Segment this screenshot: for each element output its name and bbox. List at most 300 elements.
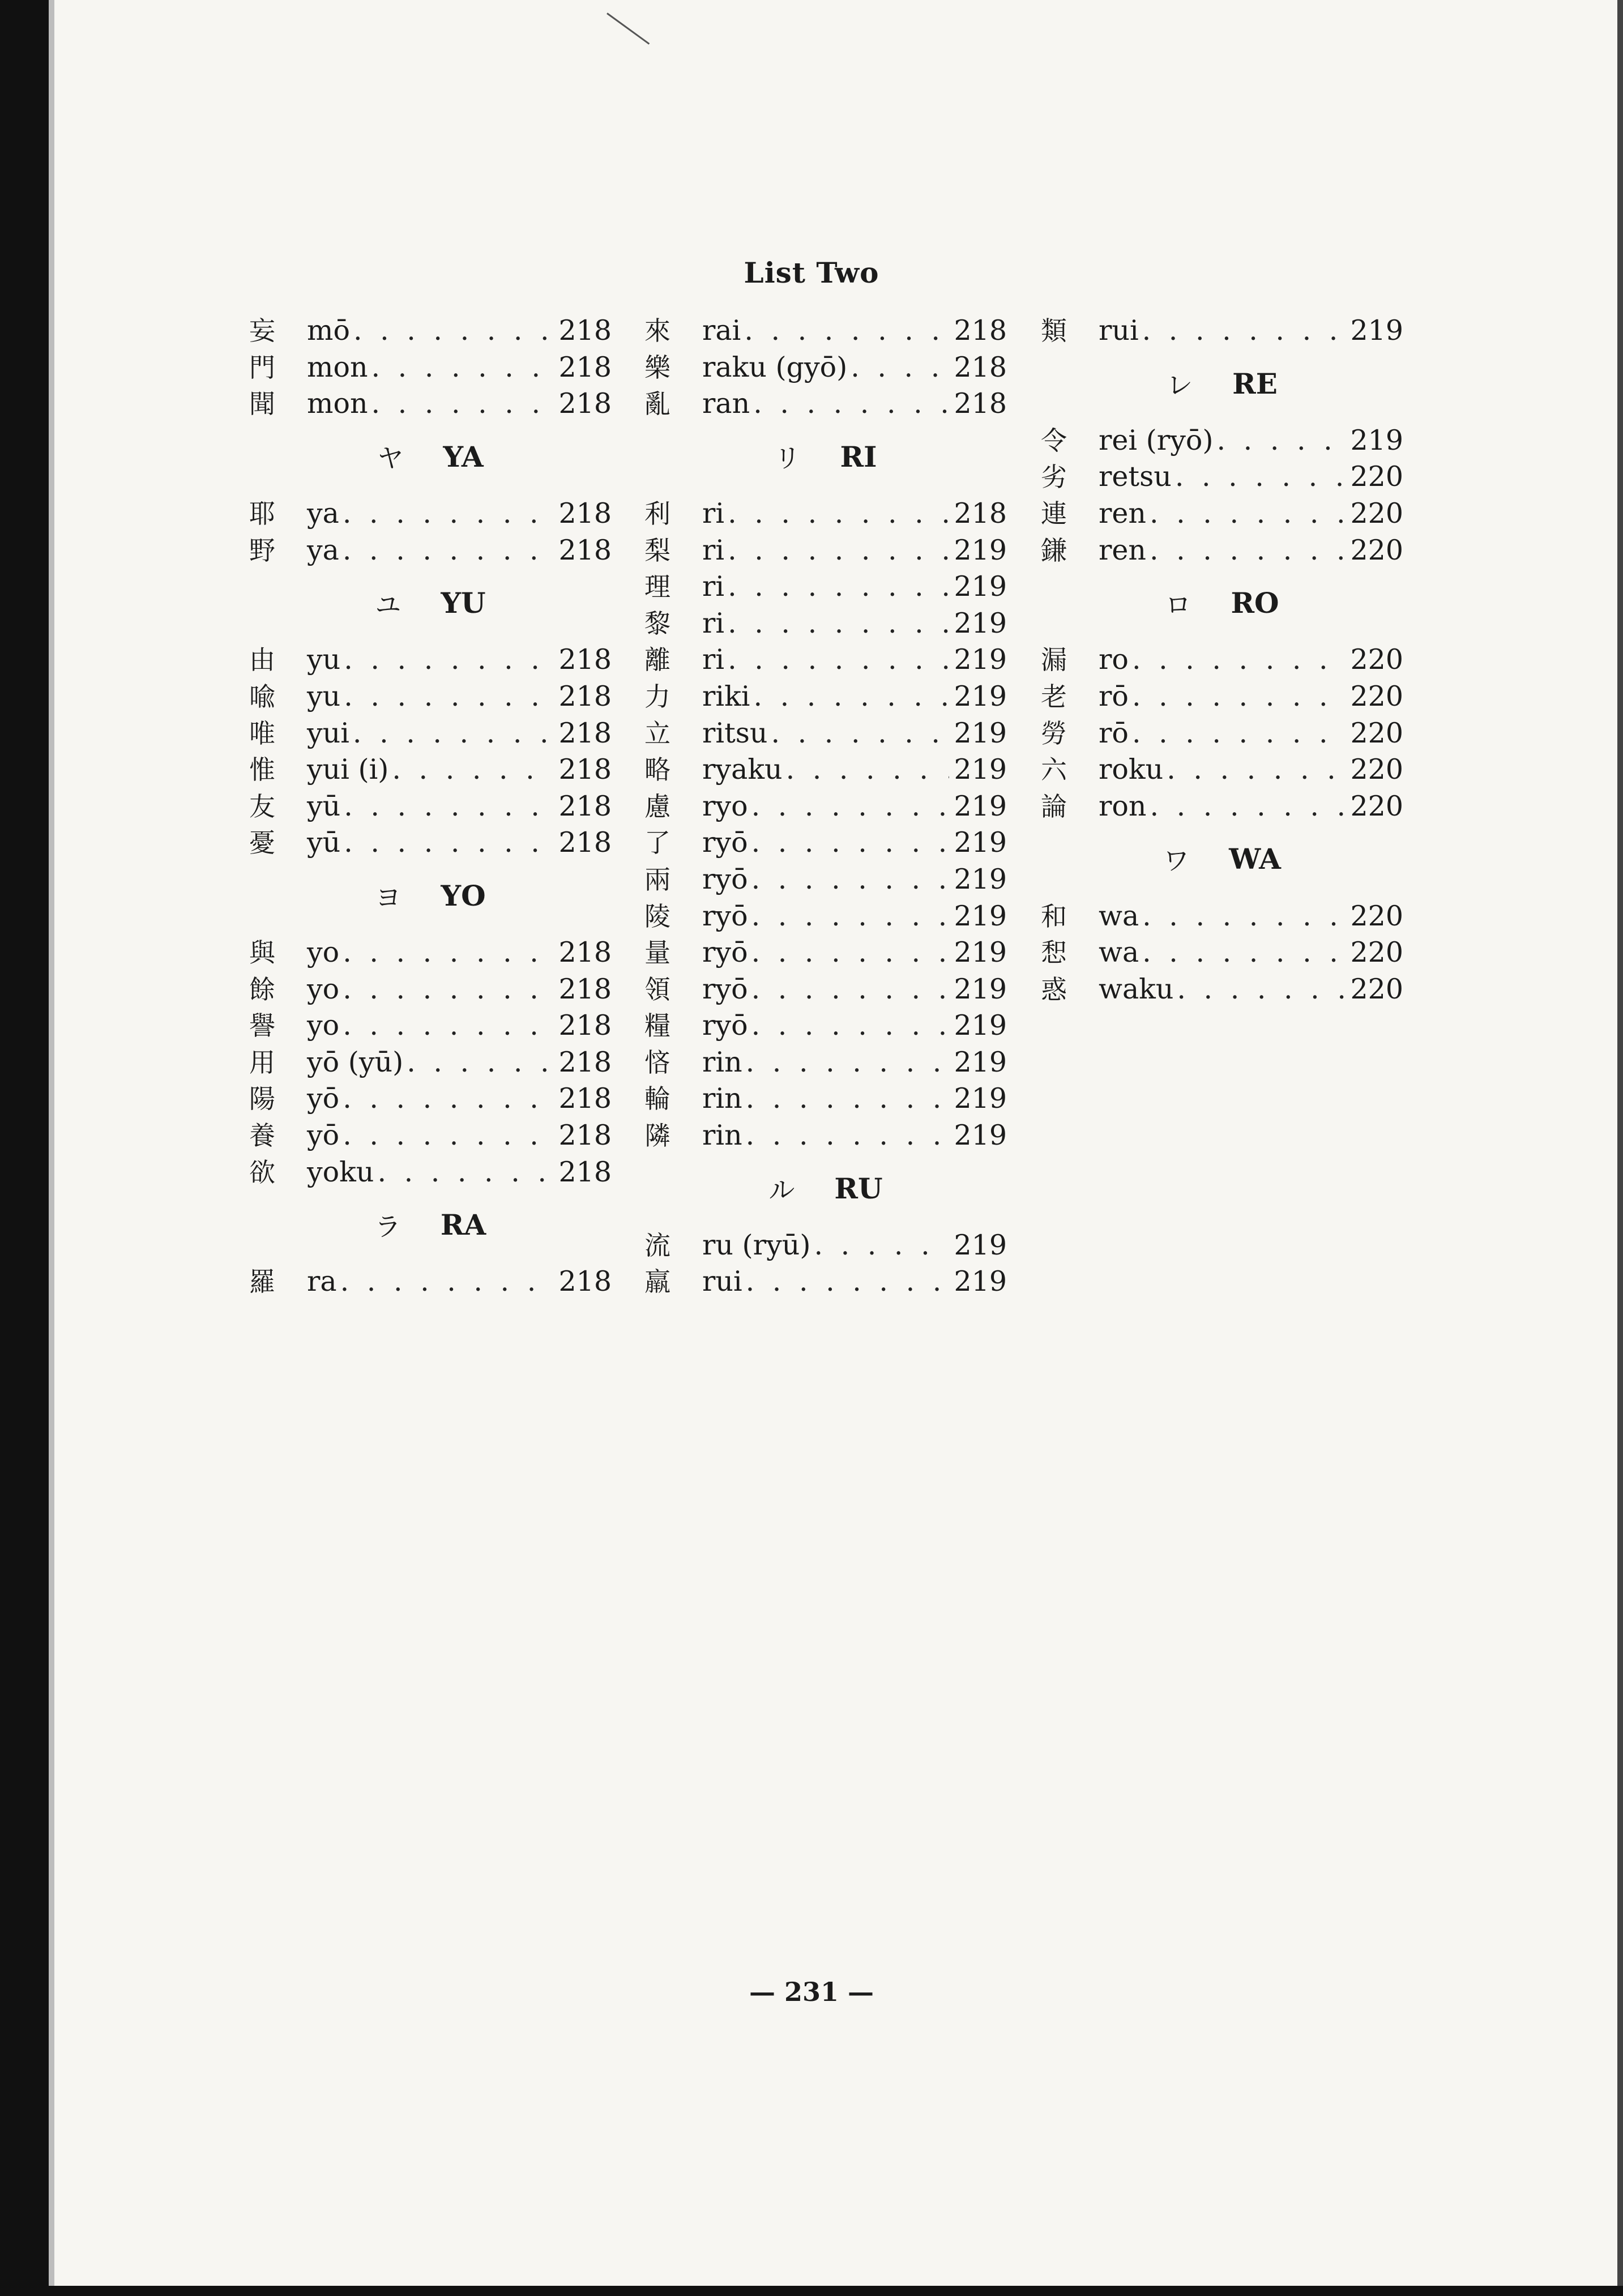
dot-leader	[1132, 643, 1346, 676]
entry-page-ref: 219	[954, 1082, 1007, 1115]
dot-leader	[343, 497, 554, 530]
dot-leader	[1177, 973, 1346, 1005]
index-entry	[644, 969, 1007, 1006]
entry-page-ref: 219	[954, 607, 1007, 639]
dot-leader	[343, 973, 554, 1005]
section-heading	[249, 420, 612, 493]
dot-leader	[746, 1046, 950, 1078]
section-heading	[249, 859, 612, 932]
entry-kanji: 羅	[249, 1266, 275, 1298]
index-entry	[249, 639, 612, 676]
heading-kana: レ	[1167, 370, 1193, 401]
entry-page-ref: 218	[954, 351, 1007, 383]
dot-leader	[344, 680, 554, 712]
entry-page-ref: 219	[954, 570, 1007, 603]
scan-edge-right	[1617, 0, 1623, 2296]
entry-page-ref: 218	[558, 643, 612, 676]
entry-page-ref: 218	[558, 1045, 612, 1078]
index-entry	[249, 1005, 612, 1042]
entry-kanji: 羸	[644, 1266, 670, 1298]
dot-leader	[746, 1082, 950, 1115]
index-entry	[249, 749, 612, 786]
dot-leader	[751, 1009, 950, 1042]
index-entry	[249, 347, 612, 384]
entry-reading: ryō	[702, 1009, 748, 1042]
entry-reading: yō (yū)	[307, 1045, 404, 1078]
dot-leader	[751, 936, 950, 968]
entry-page-ref: 219	[954, 863, 1007, 895]
entry-kanji: 立	[644, 718, 670, 749]
index-entry	[249, 676, 612, 713]
index-entry	[1041, 639, 1403, 676]
entry-kanji: 隣	[644, 1120, 670, 1151]
heading-roman: RI	[840, 439, 877, 473]
entry-kanji: 梨	[644, 535, 670, 566]
entry-kanji: 憂	[249, 827, 275, 859]
index-entry	[644, 347, 1007, 384]
dot-leader	[751, 826, 950, 859]
entry-reading: mon	[307, 351, 368, 383]
index-entry	[1041, 749, 1403, 786]
entry-kanji: 兩	[644, 864, 670, 895]
entry-kanji: 領	[644, 974, 670, 1005]
entry-kanji: 略	[644, 754, 670, 786]
dot-leader	[371, 387, 554, 420]
index-column-2	[644, 310, 1007, 1298]
entry-kanji: 惟	[249, 754, 275, 786]
entry-reading: ryo	[702, 789, 748, 822]
entry-kanji: 力	[644, 681, 670, 712]
entry-page-ref: 218	[558, 534, 612, 566]
section-heading	[1041, 566, 1403, 639]
entry-page-ref: 218	[558, 351, 612, 383]
index-entry	[249, 493, 612, 530]
index-entry	[1041, 310, 1403, 347]
entry-kanji: 量	[644, 937, 670, 968]
entry-page-ref: 219	[954, 680, 1007, 712]
index-entry	[644, 1261, 1007, 1298]
entry-page-ref: 219	[1350, 424, 1403, 456]
dot-leader	[344, 643, 554, 676]
index-entry	[249, 1261, 612, 1298]
dot-leader	[1167, 753, 1346, 786]
entry-page-ref: 219	[954, 1045, 1007, 1078]
entry-reading: ryō	[702, 899, 748, 932]
entry-reading: ri	[702, 497, 725, 530]
index-entry	[1041, 676, 1403, 713]
index-entry	[1041, 493, 1403, 530]
entry-page-ref: 218	[954, 314, 1007, 347]
index-entry	[1041, 530, 1403, 567]
index-entry	[644, 1042, 1007, 1079]
entry-page-ref: 219	[954, 826, 1007, 859]
entry-reading: ran	[702, 387, 750, 420]
entry-kanji: 勞	[1041, 718, 1067, 749]
index-entry	[1041, 713, 1403, 750]
entry-reading: ya	[307, 497, 339, 530]
heading-roman: RE	[1232, 366, 1278, 400]
entry-reading: ron	[1099, 789, 1147, 822]
index-column-1	[249, 310, 612, 1298]
entry-page-ref: 220	[1350, 680, 1403, 712]
entry-kanji: 類	[1041, 315, 1067, 346]
index-entry	[249, 1042, 612, 1079]
entry-page-ref: 218	[558, 1082, 612, 1115]
entry-reading: ryō	[702, 826, 748, 859]
entry-page-ref: 220	[1350, 753, 1403, 786]
entry-page-ref: 219	[1350, 314, 1403, 347]
entry-reading: wa	[1099, 936, 1139, 969]
entry-kanji: 唯	[249, 718, 275, 749]
entry-kanji: 理	[644, 571, 670, 603]
heading-kana: ロ	[1165, 589, 1191, 620]
entry-reading: ritsu	[702, 716, 768, 749]
entry-kanji: 輪	[644, 1083, 670, 1115]
entry-page-ref: 220	[1350, 497, 1403, 530]
entry-page-ref: 218	[558, 1155, 612, 1188]
entry-page-ref: 218	[558, 789, 612, 822]
entry-kanji: 劣	[1041, 462, 1067, 493]
entry-kanji: 來	[644, 315, 670, 346]
entry-kanji: 妄	[249, 315, 275, 346]
entry-reading: rin	[702, 1082, 742, 1115]
dot-leader	[343, 936, 554, 968]
entry-reading: roku	[1099, 753, 1164, 786]
index-entry	[644, 749, 1007, 786]
entry-reading: ryō	[702, 936, 748, 969]
dot-leader	[343, 534, 554, 566]
heading-roman: YU	[441, 586, 486, 620]
entry-kanji: 連	[1041, 498, 1067, 529]
entry-reading: ru (ryū)	[702, 1228, 811, 1261]
index-entry	[644, 1225, 1007, 1262]
index-entry	[1041, 420, 1403, 457]
dot-leader	[753, 387, 949, 420]
entry-reading: mō	[307, 314, 350, 347]
section-heading	[249, 566, 612, 639]
index-entry	[249, 932, 612, 969]
entry-page-ref: 219	[954, 1119, 1007, 1152]
dot-leader	[753, 680, 949, 712]
scan-scratch-mark	[607, 12, 650, 45]
index-entry	[644, 639, 1007, 676]
index-entry	[249, 1078, 612, 1115]
entry-page-ref: 218	[558, 826, 612, 859]
entry-reading: ryō	[702, 972, 748, 1005]
entry-reading: yu	[307, 643, 341, 676]
entry-kanji: 亂	[644, 389, 670, 420]
entry-reading: yō	[307, 1082, 340, 1115]
index-entry	[644, 1078, 1007, 1115]
entry-kanji: 與	[249, 937, 275, 968]
page-number: — 231 —	[749, 1977, 874, 2007]
entry-reading: waku	[1099, 972, 1174, 1005]
entry-page-ref: 219	[954, 899, 1007, 932]
entry-kanji: 悋	[644, 1047, 670, 1078]
entry-page-ref: 218	[558, 1265, 612, 1298]
heading-roman: YO	[441, 879, 486, 912]
entry-reading: yū	[307, 789, 341, 822]
entry-page-ref: 219	[954, 643, 1007, 676]
entry-reading: rō	[1099, 680, 1129, 712]
entry-reading: riki	[702, 680, 750, 712]
dot-leader	[728, 570, 949, 603]
entry-reading: ra	[307, 1265, 337, 1298]
entry-page-ref: 219	[954, 972, 1007, 1005]
heading-roman: RO	[1231, 586, 1279, 620]
entry-reading: rai	[702, 314, 741, 347]
entry-page-ref: 219	[954, 753, 1007, 786]
entry-reading: yū	[307, 826, 341, 859]
entry-page-ref: 218	[558, 680, 612, 712]
dot-leader	[353, 717, 554, 749]
entry-kanji: 友	[249, 791, 275, 822]
index-entry	[644, 530, 1007, 567]
entry-reading: yo	[307, 1009, 340, 1042]
dot-leader	[1150, 497, 1346, 530]
dot-leader	[728, 497, 949, 530]
entry-page-ref: 218	[558, 497, 612, 530]
entry-kanji: 了	[644, 827, 670, 859]
dot-leader	[751, 863, 950, 895]
index-entry	[1041, 456, 1403, 493]
dot-leader	[1217, 424, 1346, 456]
entry-reading: ri	[702, 570, 725, 603]
dot-leader	[1142, 900, 1346, 932]
entry-reading: yo	[307, 972, 340, 1005]
entry-page-ref: 220	[1350, 936, 1403, 969]
entry-reading: rin	[702, 1119, 742, 1152]
entry-kanji: 餘	[249, 974, 275, 1005]
dot-leader	[746, 1119, 950, 1151]
entry-reading: raku (gyō)	[702, 351, 848, 383]
entry-page-ref: 220	[1350, 899, 1403, 932]
index-entry	[249, 383, 612, 420]
section-heading	[1041, 822, 1403, 895]
entry-page-ref: 219	[954, 534, 1007, 566]
entry-kanji: 惒	[1041, 937, 1067, 968]
index-entry	[1041, 969, 1403, 1006]
entry-kanji: 喩	[249, 681, 275, 712]
scan-edge-left	[0, 0, 49, 2296]
index-entry	[249, 969, 612, 1006]
entry-page-ref: 218	[558, 936, 612, 969]
dot-leader	[1150, 534, 1346, 566]
index-entry	[644, 566, 1007, 603]
index-entry	[644, 713, 1007, 750]
entry-reading: wa	[1099, 899, 1139, 932]
entry-kanji: 欲	[249, 1156, 275, 1188]
entry-reading: ri	[702, 607, 725, 639]
entry-reading: ri	[702, 534, 725, 566]
heading-kana: ワ	[1163, 845, 1190, 876]
index-entry	[644, 786, 1007, 823]
entry-kanji: 養	[249, 1120, 275, 1151]
entry-kanji: 由	[249, 645, 275, 676]
index-entry	[644, 896, 1007, 933]
entry-kanji: 聞	[249, 389, 275, 420]
entry-kanji: 野	[249, 535, 275, 566]
entry-kanji: 門	[249, 352, 275, 383]
entry-reading: yō	[307, 1119, 340, 1152]
entry-reading: ren	[1099, 497, 1146, 530]
entry-reading: yo	[307, 936, 340, 969]
heading-roman: RA	[440, 1208, 486, 1242]
entry-kanji: 譽	[249, 1010, 275, 1042]
heading-kana: ユ	[375, 589, 402, 620]
index-entry	[249, 310, 612, 347]
index-entry	[644, 932, 1007, 969]
index-entry	[249, 713, 612, 750]
heading-kana: ラ	[374, 1211, 401, 1242]
dot-leader	[353, 314, 554, 347]
dot-leader	[1175, 460, 1346, 493]
heading-kana: ヤ	[377, 443, 404, 474]
heading-kana: リ	[774, 443, 801, 474]
dot-leader	[728, 643, 949, 676]
entry-kanji: 糧	[644, 1010, 670, 1042]
entry-kanji: 流	[644, 1230, 670, 1261]
dot-leader	[771, 717, 950, 749]
heading-roman: WA	[1229, 842, 1281, 876]
entry-kanji: 漏	[1041, 645, 1067, 676]
entry-reading: rō	[1099, 716, 1129, 749]
dot-leader	[343, 1082, 554, 1115]
entry-reading: ryaku	[702, 753, 783, 786]
entry-page-ref: 218	[558, 1119, 612, 1152]
entry-reading: yoku	[307, 1155, 374, 1188]
entry-kanji: 令	[1041, 425, 1067, 456]
dot-leader	[751, 790, 950, 822]
entry-page-ref: 220	[1350, 534, 1403, 566]
dot-leader	[728, 534, 949, 566]
dot-leader	[1150, 790, 1346, 822]
entry-page-ref: 218	[558, 753, 612, 786]
entry-page-ref: 220	[1350, 972, 1403, 1005]
dot-leader	[746, 1265, 950, 1298]
heading-kana: ヨ	[375, 882, 402, 913]
entry-kanji: 陵	[644, 901, 670, 932]
heading-roman: YA	[443, 439, 484, 473]
index-entry	[249, 530, 612, 567]
dot-leader	[407, 1046, 554, 1078]
dot-leader	[1132, 717, 1346, 749]
entry-reading: ya	[307, 534, 339, 566]
entry-kanji: 鎌	[1041, 535, 1067, 566]
section-heading	[249, 1188, 612, 1261]
section-heading	[644, 420, 1007, 493]
index-entry	[249, 1115, 612, 1152]
dot-leader	[343, 1009, 554, 1042]
dot-leader	[786, 753, 950, 786]
entry-reading: ryō	[702, 863, 748, 895]
entry-page-ref: 219	[954, 716, 1007, 749]
dot-leader	[344, 790, 554, 822]
entry-kanji: 六	[1041, 754, 1067, 786]
entry-page-ref: 218	[954, 497, 1007, 530]
dot-leader	[1132, 680, 1346, 712]
entry-kanji: 論	[1041, 791, 1067, 822]
entry-kanji: 老	[1041, 681, 1067, 712]
entry-reading: ri	[702, 643, 725, 676]
entry-page-ref: 219	[954, 1009, 1007, 1042]
dot-leader	[751, 900, 950, 932]
heading-roman: RU	[834, 1171, 883, 1205]
entry-page-ref: 218	[558, 387, 612, 420]
entry-page-ref: 218	[558, 716, 612, 749]
entry-kanji: 慮	[644, 791, 670, 822]
dot-leader	[344, 826, 554, 859]
entry-kanji: 陽	[249, 1083, 275, 1115]
index-entry	[644, 676, 1007, 713]
dot-leader	[377, 1156, 554, 1188]
entry-page-ref: 219	[954, 1228, 1007, 1261]
dot-leader	[728, 607, 949, 639]
index-entry	[644, 1115, 1007, 1152]
index-entry	[249, 822, 612, 859]
index-entry	[249, 786, 612, 823]
dot-leader	[392, 753, 554, 786]
section-heading	[1041, 347, 1403, 420]
entry-page-ref: 218	[558, 1009, 612, 1042]
entry-reading: yu	[307, 680, 341, 712]
dot-leader	[1142, 936, 1346, 968]
index-entry	[644, 603, 1007, 640]
dot-leader	[851, 351, 949, 383]
entry-page-ref: 218	[954, 387, 1007, 420]
dot-leader	[340, 1265, 554, 1298]
scan-edge-bottom	[0, 2286, 1623, 2296]
entry-kanji: 用	[249, 1047, 275, 1078]
entry-reading: retsu	[1099, 460, 1172, 493]
index-entry	[1041, 786, 1403, 823]
index-column-3	[1041, 310, 1403, 1005]
entry-kanji: 黎	[644, 608, 670, 639]
dot-leader	[814, 1229, 949, 1261]
index-entry	[1041, 896, 1403, 933]
entry-page-ref: 219	[954, 936, 1007, 969]
entry-page-ref: 220	[1350, 460, 1403, 493]
index-entry	[644, 822, 1007, 859]
entry-page-ref: 218	[558, 314, 612, 347]
entry-reading: mon	[307, 387, 368, 420]
dot-leader	[343, 1119, 554, 1151]
entry-reading: rui	[1099, 314, 1139, 347]
entry-page-ref: 220	[1350, 716, 1403, 749]
index-entry	[644, 1005, 1007, 1042]
index-entry	[249, 1152, 612, 1189]
entry-reading: yui (i)	[307, 753, 389, 786]
section-heading	[644, 1152, 1007, 1225]
entry-kanji: 惑	[1041, 974, 1067, 1005]
entry-page-ref: 220	[1350, 789, 1403, 822]
index-entry	[1041, 932, 1403, 969]
entry-reading: rei (ryō)	[1099, 424, 1214, 456]
page-title: List Two	[744, 256, 879, 289]
entry-reading: rin	[702, 1045, 742, 1078]
entry-reading: rui	[702, 1265, 742, 1298]
entry-page-ref: 219	[954, 1265, 1007, 1298]
index-entry	[644, 310, 1007, 347]
dot-leader	[744, 314, 949, 347]
heading-kana: ル	[768, 1175, 795, 1206]
entry-kanji: 利	[644, 498, 670, 529]
entry-page-ref: 218	[558, 972, 612, 1005]
entry-page-ref: 220	[1350, 643, 1403, 676]
entry-page-ref: 219	[954, 789, 1007, 822]
entry-kanji: 離	[644, 645, 670, 676]
entry-kanji: 樂	[644, 352, 670, 383]
